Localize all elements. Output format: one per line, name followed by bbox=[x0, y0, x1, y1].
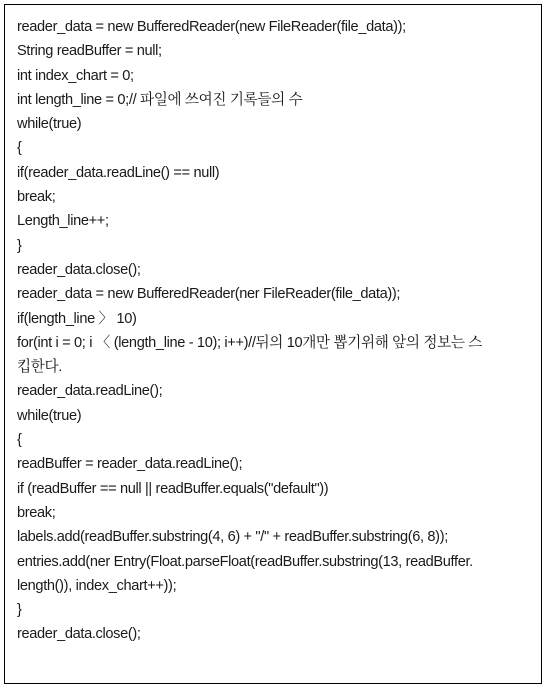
code-line-9: Length_line++; bbox=[17, 213, 109, 230]
code-listing-box bbox=[4, 4, 542, 684]
code-line-6: { bbox=[17, 140, 22, 157]
code-line-14: for(int i = 0; i 〈 (length_line - 10); i++)//뒤의 10개만 뽑기위해 앞의 정보는 스 bbox=[17, 334, 483, 351]
code-line-19: readBuffer = reader_data.readLine(); bbox=[17, 456, 243, 473]
code-line-24: length()), index_chart++)); bbox=[17, 577, 177, 594]
code-line-17: while(true) bbox=[17, 407, 82, 424]
code-line-22: labels.add(readBuffer.substring(4, 6) + "/" + readBuffer.substring(6, 8)); bbox=[17, 529, 448, 546]
code-line-8: break; bbox=[17, 189, 56, 206]
code-line-15: 킵한다. bbox=[17, 359, 62, 376]
code-line-11: reader_data.close(); bbox=[17, 261, 141, 278]
code-line-3: int index_chart = 0; bbox=[17, 67, 134, 84]
code-line-26: reader_data.close(); bbox=[17, 626, 141, 643]
code-line-12: reader_data = new BufferedReader(ner FileReader(file_data)); bbox=[17, 286, 401, 303]
code-line-2: String readBuffer = null; bbox=[17, 43, 162, 60]
code-line-16: reader_data.readLine(); bbox=[17, 383, 163, 400]
code-line-23: entries.add(ner Entry(Float.parseFloat(readBuffer.substring(13, readBuffer. bbox=[17, 553, 473, 570]
code-listing bbox=[17, 15, 533, 647]
code-line-21: break; bbox=[17, 504, 56, 521]
code-line-1: reader_data = new BufferedReader(new FileReader(file_data)); bbox=[17, 19, 406, 35]
code-line-5: while(true) bbox=[17, 116, 82, 133]
code-line-4: int length_line = 0;// 파일에 쓰여진 기록들의 수 bbox=[17, 91, 303, 108]
code-line-18: { bbox=[17, 432, 22, 449]
code-line-13: if(length_line 〉 10) bbox=[17, 310, 137, 327]
code-line-20: if (readBuffer == null || readBuffer.equals("default")) bbox=[17, 480, 329, 497]
code-line-7: if(reader_data.readLine() == null) bbox=[17, 164, 220, 181]
code-line-25: } bbox=[17, 602, 22, 619]
code-line-10: } bbox=[17, 237, 22, 254]
